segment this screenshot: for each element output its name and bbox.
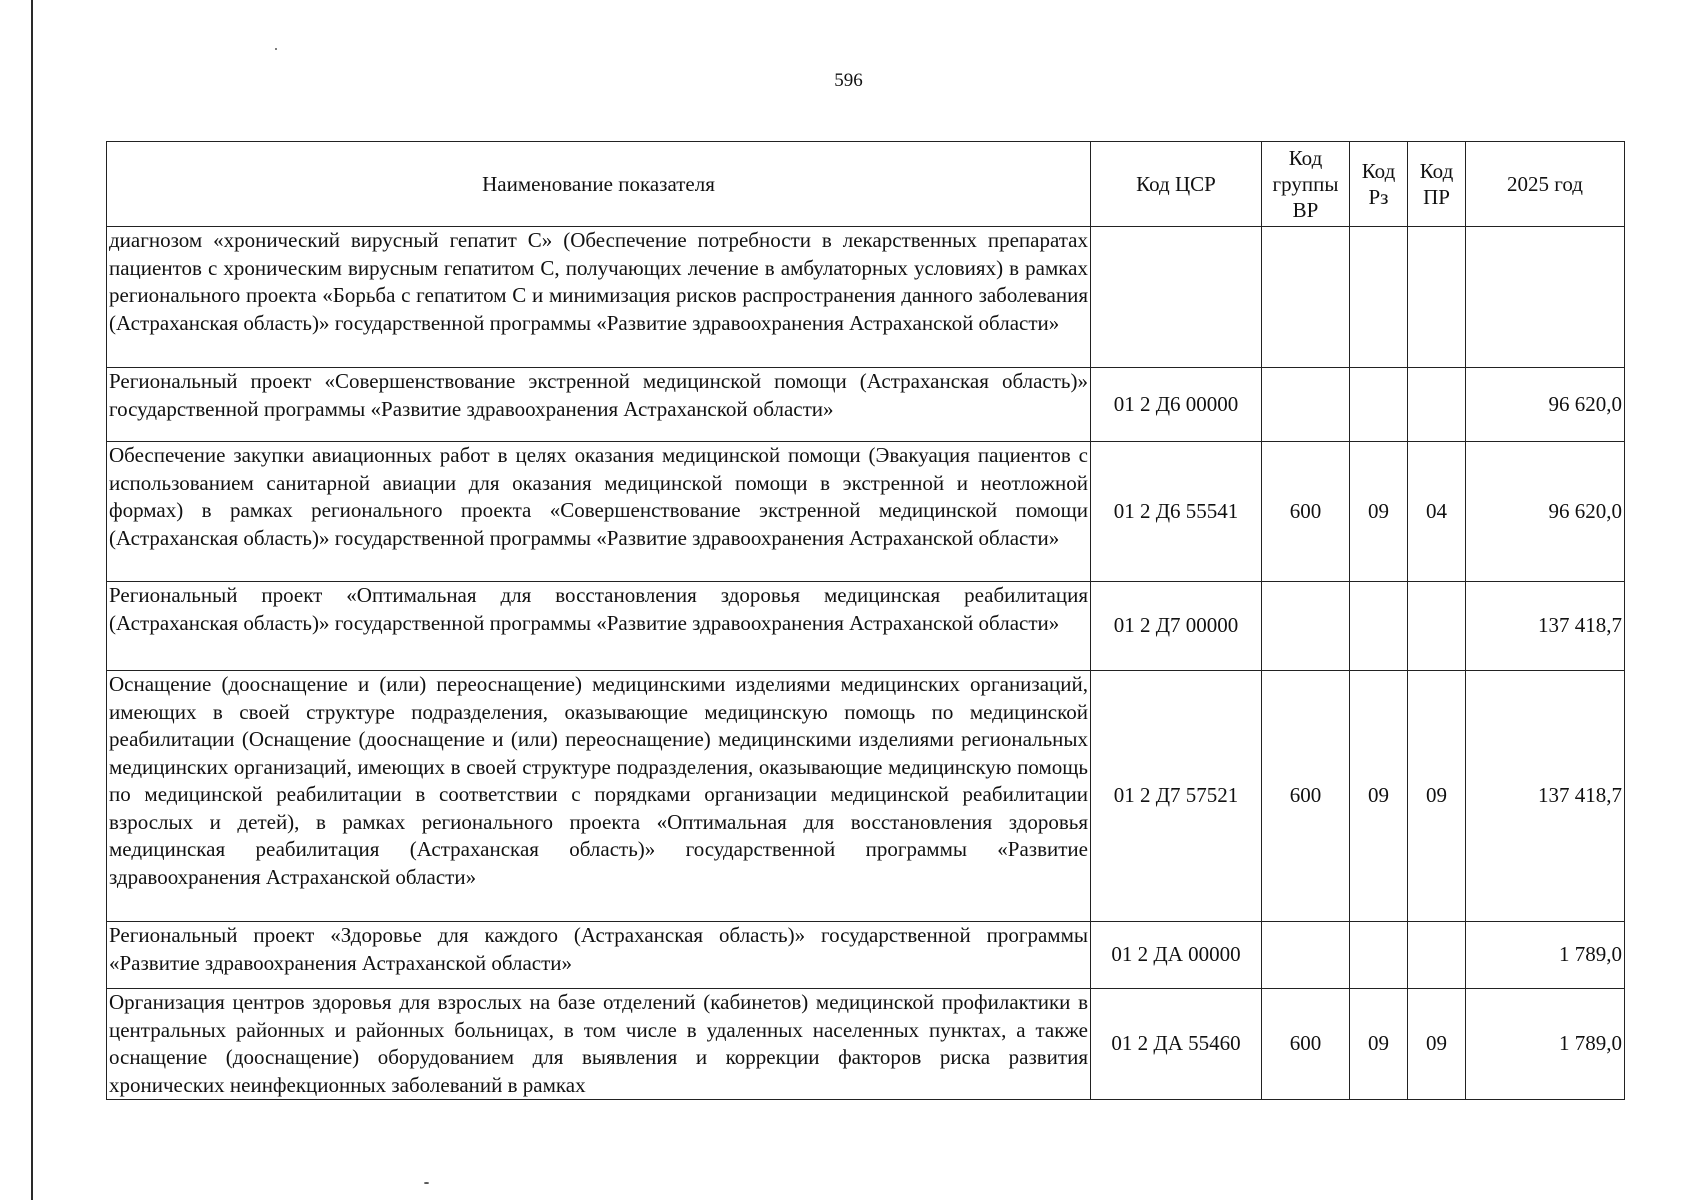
header-vr: Код группы ВР xyxy=(1262,142,1350,227)
header-name: Наименование показателя xyxy=(107,142,1091,227)
cell-csr xyxy=(1091,227,1262,368)
cell-csr: 01 2 Д6 00000 xyxy=(1091,368,1262,442)
cell-name: диагнозом «хронический вирусный гепатит С» (Обеспечение потребности в лекарственных препаратах пациентов с хроническим вирусным гепатитом С, получающих лечение в амбулаторных условиях) в рамках регионального проекта «Борьба с гепатитом С и минимизация рисков распространения данного заболевания (Астраханская область)» государственной программы «Развитие здравоохранения Астраханской области» xyxy=(107,227,1091,368)
binding-edge-line xyxy=(31,0,33,1200)
cell-pr: 04 xyxy=(1408,442,1466,582)
cell-name: Региональный проект «Здоровье для каждого (Астраханская область)» государственной программы «Развитие здравоохранения Астраханской области» xyxy=(107,922,1091,989)
cell-vr: 600 xyxy=(1262,989,1350,1100)
header-csr: Код ЦСР xyxy=(1091,142,1262,227)
cell-pr xyxy=(1408,582,1466,671)
cell-amount: 1 789,0 xyxy=(1466,922,1625,989)
cell-pr: 09 xyxy=(1408,989,1466,1100)
table-header-row xyxy=(107,142,1625,227)
cell-amount: 96 620,0 xyxy=(1466,368,1625,442)
cell-name: Обеспечение закупки авиационных работ в целях оказания медицинской помощи (Эвакуация пациентов с использованием санитарной авиации для оказания медицинской помощи в экстренной и неотложной формах) в рамках регионального проекта «Совершенствование экстренной медицинской помощи (Астраханская область)» государственной программы «Развитие здравоохранения Астраханской области» xyxy=(107,442,1091,582)
cell-name: Организация центров здоровья для взрослых на базе отделений (кабинетов) медицинской профилактики в центральных районных и районных больницах, в том числе в удаленных населенных пунктах, а также оснащение (дооснащение) оборудованием для выявления и коррекции факторов риска развития хронических неинфекционных заболеваний в рамках xyxy=(107,989,1091,1100)
table-row xyxy=(107,442,1625,582)
scan-speck xyxy=(275,48,277,50)
cell-rz: 09 xyxy=(1350,442,1408,582)
cell-amount: 137 418,7 xyxy=(1466,671,1625,922)
cell-pr xyxy=(1408,227,1466,368)
cell-name: Оснащение (дооснащение и (или) переоснащение) медицинскими изделиями медицинских организаций, имеющих в своей структуре подразделения, оказывающие медицинскую помощь по медицинской реабилитации (Оснащение (дооснащение и (или) переоснащение) медицинскими изделиями региональных медицинских организаций, имеющих в своей структуре подразделения, оказывающие медицинскую помощь по медицинской реабилитации в соответствии с порядками организации медицинской реабилитации взрослых и детей), в рамках регионального проекта «Оптимальная для восстановления здоровья медицинская реабилитация (Астраханская область)» государственной программы «Развитие здравоохранения Астраханской области» xyxy=(107,671,1091,922)
cell-pr: 09 xyxy=(1408,671,1466,922)
cell-amount xyxy=(1466,227,1625,368)
cell-name: Региональный проект «Оптимальная для восстановления здоровья медицинская реабилитация (Астраханская область)» государственной программы «Развитие здравоохранения Астраханской области» xyxy=(107,582,1091,671)
cell-vr xyxy=(1262,582,1350,671)
cell-rz xyxy=(1350,582,1408,671)
cell-rz xyxy=(1350,922,1408,989)
cell-vr xyxy=(1262,922,1350,989)
cell-vr: 600 xyxy=(1262,442,1350,582)
cell-csr: 01 2 Д7 57521 xyxy=(1091,671,1262,922)
header-amount: 2025 год xyxy=(1466,142,1625,227)
cell-rz xyxy=(1350,368,1408,442)
cell-csr: 01 2 Д6 55541 xyxy=(1091,442,1262,582)
header-pr: Код ПР xyxy=(1408,142,1466,227)
cell-csr: 01 2 Д7 00000 xyxy=(1091,582,1262,671)
cell-vr xyxy=(1262,368,1350,442)
table-row xyxy=(107,368,1625,442)
cell-rz xyxy=(1350,227,1408,368)
scan-speck xyxy=(424,1182,429,1184)
cell-amount: 137 418,7 xyxy=(1466,582,1625,671)
cell-pr xyxy=(1408,922,1466,989)
budget-table xyxy=(106,141,1625,1100)
cell-rz: 09 xyxy=(1350,671,1408,922)
page-number: 596 xyxy=(834,70,863,91)
header-rz: Код Рз xyxy=(1350,142,1408,227)
table-row xyxy=(107,989,1625,1100)
cell-vr: 600 xyxy=(1262,671,1350,922)
cell-name: Региональный проект «Совершенствование экстренной медицинской помощи (Астраханская область)» государственной программы «Развитие здравоохранения Астраханской области» xyxy=(107,368,1091,442)
cell-amount: 1 789,0 xyxy=(1466,989,1625,1100)
cell-csr: 01 2 ДА 00000 xyxy=(1091,922,1262,989)
cell-pr xyxy=(1408,368,1466,442)
table-row xyxy=(107,671,1625,922)
table-row xyxy=(107,227,1625,368)
table-row xyxy=(107,582,1625,671)
cell-csr: 01 2 ДА 55460 xyxy=(1091,989,1262,1100)
cell-amount: 96 620,0 xyxy=(1466,442,1625,582)
cell-rz: 09 xyxy=(1350,989,1408,1100)
cell-vr xyxy=(1262,227,1350,368)
table-row xyxy=(107,922,1625,989)
